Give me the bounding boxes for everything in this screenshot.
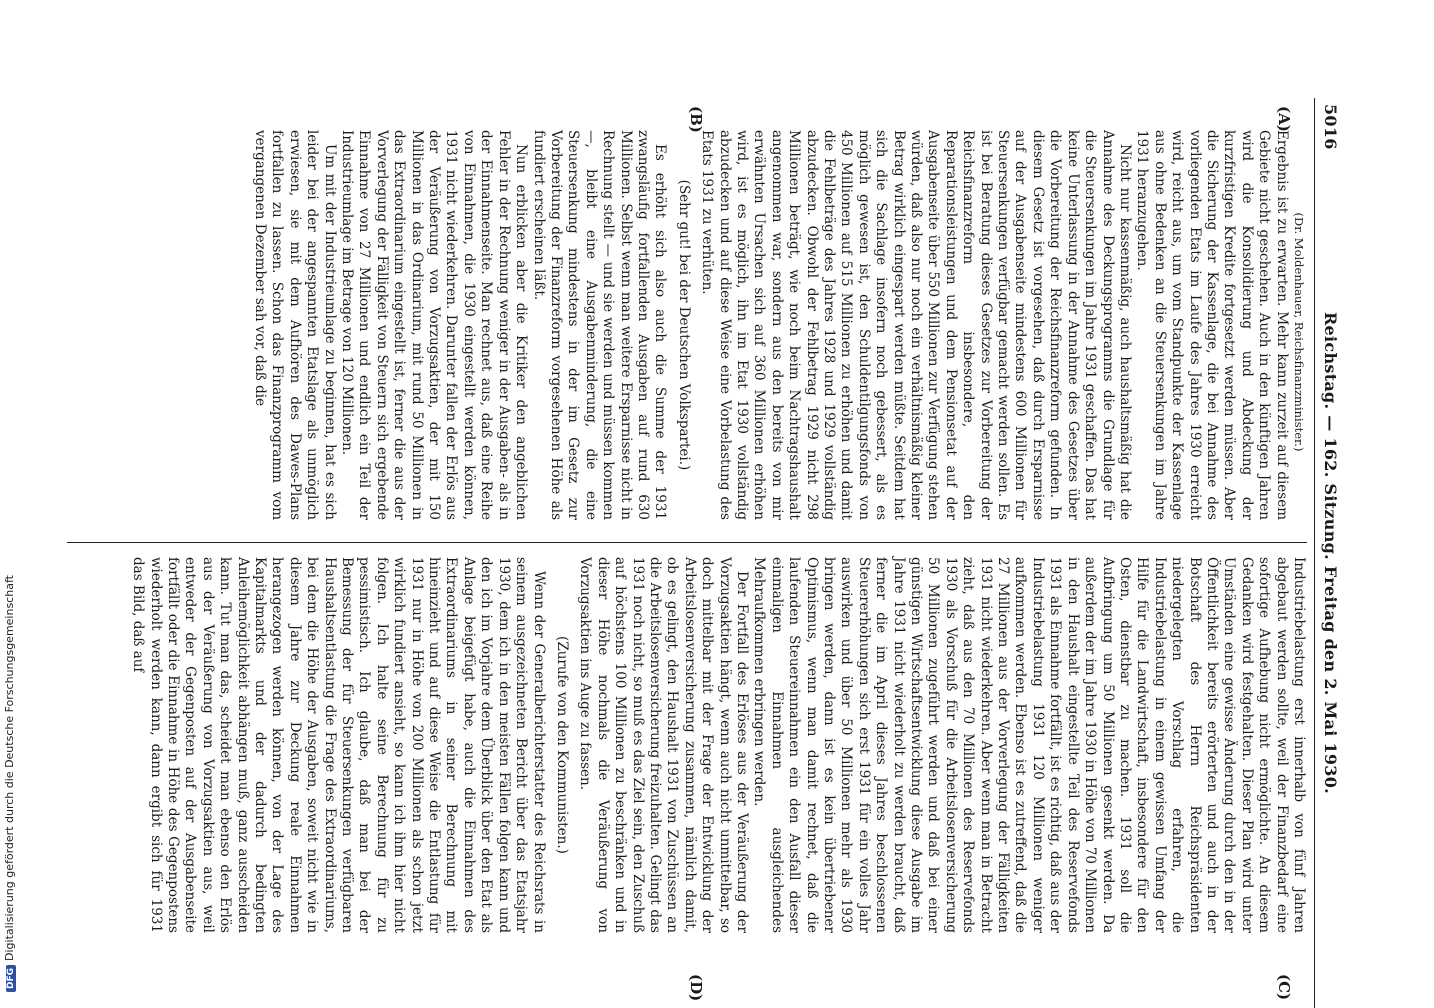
page-header (1314, 98, 1345, 1008)
running-head: Reichstag. — 162. Sitzung. Freitag den 2. Mai 1930. (1321, 311, 1340, 795)
speaker-reference: (Dr. Moldenhauer, Reichsfinanzminister.) (1292, 212, 1306, 452)
page-number: 5016 (1321, 104, 1340, 150)
digitization-credit (3, 0, 17, 992)
margin-mark-d: (D) (687, 974, 705, 1002)
dfg-logo: DFG (6, 965, 16, 992)
right-column (67, 542, 1307, 933)
interjection: (Sehr gut! bei der Deutschen Volkspartei.) (675, 179, 692, 471)
paragraph: Nun erblicken aber die Kritiker den angeblichen Fehler in der Rechnung weniger in der Ausgaben- als in der Einnahmenseite. Man rechnet aus, daß eine Reihe von Einnahmen, die 1930 eingestellt werden können, 1931 nicht wiederkehren. Darunter fallen der Erlös aus der Veräußerung von Vorzugsaktien, der mit 150 Millionen in das Ordinarium, mit rund 50 Millionen in das Extraordinarium eingestellt ist, ferner die aus der Vorverlegung der Fälligkeit von Steuern sich ergebende Einnahme von 27 Millionen und endlich ein Teil der Industrieumlage im Betrage von 120 Millionen. (339, 130, 530, 520)
paragraph: Es erhöht sich also auch die Summe der 1931 zwangsläufig fortfallenden Ausgaben auf rund 630 Millionen. Selbst wenn man weitere Ersparnisse nicht in Rechnung stellt — und sie werden und müssen kommen —, bleibt eine Ausgabenminderung, die eine Steuersenkung mindestens in der im Gesetz zur Vorbereitung der Finanzreform vorgesehenen Höhe als fundiert erscheinen läßt. (530, 130, 669, 520)
paragraph: Der Fortfall des Erlöses aus der Veräußerung der Vorzugsaktien hängt, wenn auch nicht unmittelbar, so doch mittelbar mit der Frage der Entwicklung der Arbeitslosenversicherung zusammen, nämlich damit, ob es gelingt, den Haushalt 1931 von Zuschüssen an die Arbeitslosenversicherung freizuhalten. Gelingt das 1931 noch nicht, so muß es das Ziel sein, den Zuschuß auf höchstens 100 Millionen zu beschränken und in dieser Höhe nochmals die Veräußerung von Vorzugsaktien ins Auge zu fassen. (577, 557, 750, 933)
left-column (67, 130, 1307, 520)
margin-mark-c: (C) (1275, 974, 1293, 1001)
interjection: (Zurufe von den Kommunisten.) (553, 636, 570, 854)
paragraph: Ergebnis ist zu erwarten. Mehr kann zurzeit auf diesem Gebiete nicht geschehen. Auch in den künftigen Jahren wird die Konsolidierung und Abdeckung der kurzfristigen Kredite fortgesetzt werden müssen. Aber die Sicherung der Kassenlage, die bei Annahme des vorliegenden Etats im Laufe des Jahres 1930 erreicht wird, reicht aus, um vom Standpunkte der Kassenlage aus ohne Bedenken an die Steuersenkungen im Jahre 1931 heranzugehen. (1134, 130, 1290, 520)
paragraph: Nicht nur kassenmäßig, auch haushaltsmäßig hat die Annahme des Deckungsprogramms die Grundlage für die Steuersenkungen im Jahre 1931 geschaffen. Das hat keine Unterlassung in der Annahme des Gesetzes über die Vorbereitung der Reichsfinanzreform gefunden. In diesem Gesetz ist vorgesehen, daß durch Ersparnisse auf der Ausgabenseite mindestens 600 Millionen für Steuersenkungen verfügbar gemacht werden sollen. Es ist bei Beratung dieses Gesetzes zur Vorbereitung der Reichsfinanzreform insbesondere, den Reparationsleistungen und dem Pensionsetat auf der Ausgabenseite über 550 Millionen zur Verfügung stehen würden, daß also nur noch ein verhältnismäßig kleiner Betrag wirklich eingespart werden müßte. Seitdem hat sich die Sachlage insofern noch gebessert, als es möglich gewesen ist, den Schuldentilgungsfonds von 450 Millionen auf 515 Millionen zu erhöhen und damit die Fehlbeträge des Jahres 1928 und 1929 vollständig abzudecken. Obwohl der Fehlbetrag 1929 nicht 298 Millionen beträgt, wie noch beim Nachtragshaushalt angenommen war, sondern aus den bereits von mir erwähnten Ursachen sich auf 360 Millionen erhöhen wird, ist es möglich, ihn im Etat 1930 vollständig abzudecken und auf diese Weise eine Vorbelastung des Etats 1931 zu verhüten. (699, 130, 1133, 520)
paragraph: Wenn der Generalberichterstatter des Reichsrats in seinem ausgezeichneten Bericht über das Etatsjahr 1930, dem ich in den meisten Fällen folgen kann und den ich im Vorjahre dem Überblick über den Etat als Anlage beigefügt habe, auch die Einnahmen des Extraordinariums in seiner Berechnung mit hineinzieht und auf diese Weise die Entlastung für 1931 nur in Höhe von 200 Millionen als schon jetzt wirklich fundiert ansieht, so kann ich ihm hier nicht folgen. Ich halte seine Berechnung für zu pessimistisch. Ich glaube, daß man bei der Bemessung der für Steuersenkungen verfügbaren Haushaltsentlastung die Frage des Extraordinariums, bei dem die Höhe der Ausgaben, soweit nicht wie in diesem Jahre zur Deckung reale Einnahmen herangezogen werden können, von der Lage des Kapitalmarkts und der dadurch bedingten Anleihemöglichkeit abhängen muß, ganz ausscheiden kann. Tut man das, scheidet man ebenso den Erlös aus der Veräußerung von Vorzugsaktien aus, weil entweder der Gegenposten auf der Ausgabenseite fortfällt oder die Einnahme in Höhe des Gegenpostens wiederholt werden kann, dann ergibt sich für 1931 das Bild, daß auf (130, 557, 547, 933)
margin-mark-b: (B) (687, 106, 705, 133)
margin-mark-a: (A) (1275, 106, 1293, 132)
document-page (57, 98, 1345, 1008)
paragraph: Um mit der Industrieumlage zu beginnen, hat es sich leider bei der angespannten Etatslage als unmöglich erwiesen, sie mit dem Aufhören des Dawes-Plans fortfallen zu lassen. Schon das Finanzprogramm vom vergangenen Dezember sah vor, daß die (252, 130, 338, 520)
credit-text: Digitalisierung gefördert durch die Deutsche Forschungsgemeinschaft (3, 575, 16, 961)
paragraph: Industriebelastung erst innerhalb von fünf Jahren abgebaut werden sollte, weil der Finanzbedarf eine sofortige Aufhebung nicht ermöglichte. An diesem Gedanken wird festgehalten. Dieser Plan wird unter Umständen eine gewisse Änderung durch den in der Öffentlichkeit bereits erörterten und auch in der Botschaft des Herrn Reichspräsidenten niedergelegten Vorschlag erfahren, die Industriebelastung in einem gewissen Umfang der Hilfe für die Landwirtschaft, insbesondere für den Osten, dienstbar zu machen. 1931 soll die Aufbringung um 50 Millionen gesenkt werden. Da außerdem der im Jahre 1930 in Höhe von 70 Millionen in den Haushalt eingestellte Teil des Reservefonds 1931 als Einnahme fortfällt, ist es richtig, daß aus der Industriebelastung 1931 120 Millionen weniger aufkommen werden. Ebenso ist es zutreffend, daß die 27 Millionen aus der Vorverlegung der Fälligkeiten 1931 nicht wiederkehren. Aber wenn man in Betracht zieht, daß aus den 70 Millionen des Reservefonds 1930 als Vorschuß für die Arbeitslosenversicherung 50 Millionen zugeführt werden und daß bei einer günstigen Wirtschaftsentwicklung diese Ausgabe im Jahre 1931 nicht wiederholt zu werden braucht, daß ferner die im April dieses Jahres beschlossenen Steuererhöhungen sich erst 1931 für ein volles Jahr auswirken und über 50 Millionen mehr als 1930 bringen werden, dann ist es kein übertriebener Optimismus, wenn man damit rechnet, daß die laufenden Steuereinnahmen ein den Ausfall dieser einmaligen Einnahmen ausgleichendes Mehraufkommen erbringen werden. (751, 557, 1307, 933)
